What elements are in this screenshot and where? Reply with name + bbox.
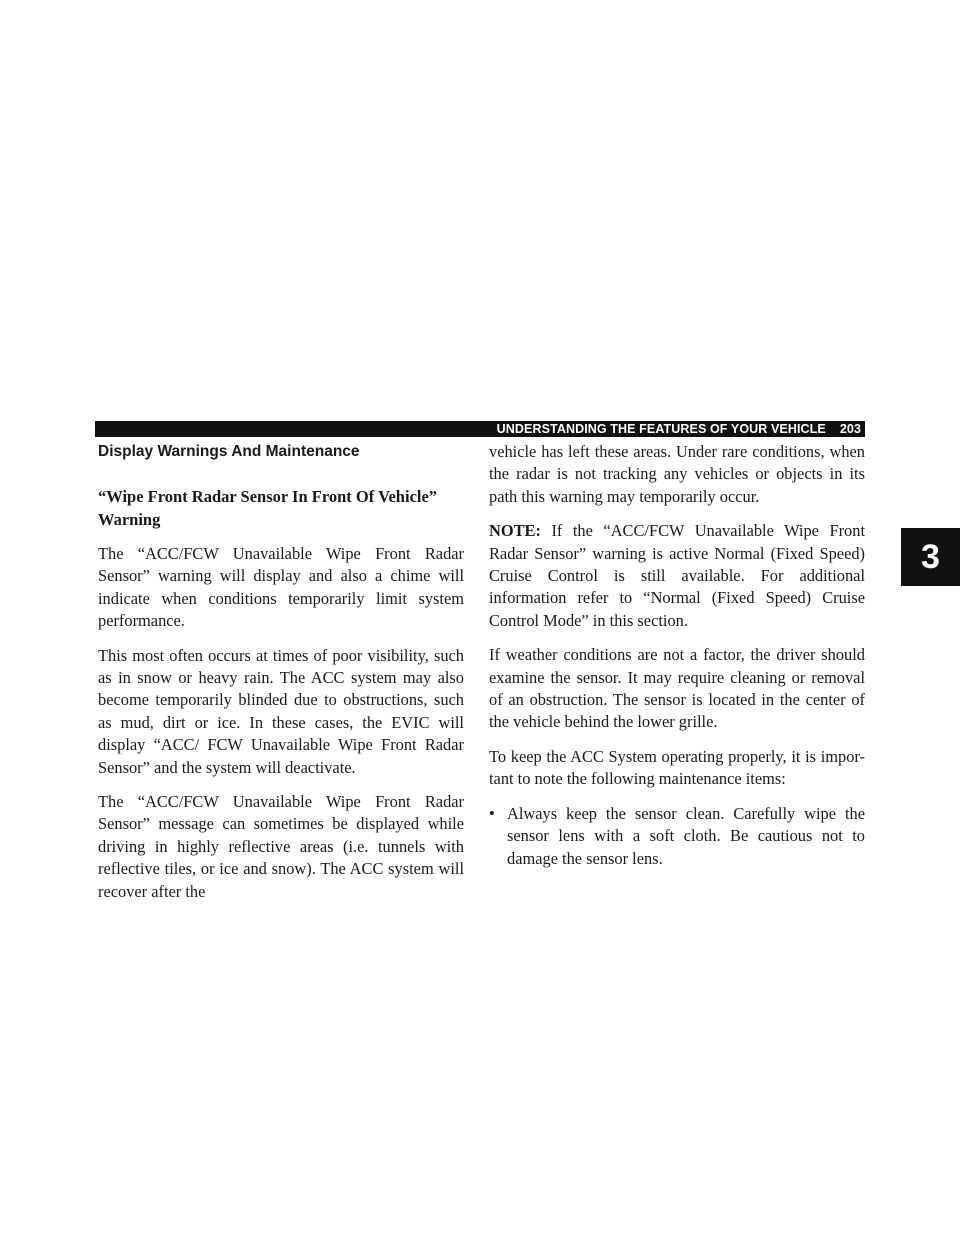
list-item bbox=[489, 803, 865, 870]
bullet-icon: • bbox=[489, 803, 495, 823]
section-heading: Display Warnings And Maintenance bbox=[98, 443, 360, 460]
note-paragraph bbox=[489, 520, 865, 632]
note-text: If the “ACC/FCW Unavailable Wipe Front Radar Sensor” warning is active Normal (Fixed Speed) Cruise Control is still available. For additional information refer to “Normal (Fixed Speed) Cruise Control Mode” in this section. bbox=[489, 521, 865, 630]
warning-subheading: “Wipe Front Radar Sensor In Front Of Vehicle” Warning bbox=[98, 487, 438, 529]
paragraph-poor-visibility: This most often occurs at times of poor visibility, such as in snow or heavy rain. The ACC system may also become temporarily blinded due to obstructions, such as mud, dirt or ice. In these cases, the EVIC will display “ACC/ FCW Unavailable Wipe Front Radar Sensor” and the system will deactivate. bbox=[98, 645, 464, 777]
maintenance-list bbox=[489, 803, 865, 870]
paragraph-warning-display: The “ACC/FCW Unavailable Wipe Front Radar Sensor” warning will display and also a chime will indicate when conditions temporarily limit system performance. bbox=[98, 544, 464, 631]
header-section-title: UNDERSTANDING THE FEATURES OF YOUR VEHICLE bbox=[496, 422, 826, 436]
paragraph-maintenance: To keep the ACC System operating properly, it is impor- tant to note the following maintenance items: bbox=[489, 746, 865, 789]
left-column bbox=[98, 441, 464, 915]
list-item-text: Always keep the sensor clean. Carefully wipe the sensor lens with a soft cloth. Be cautious not to damage the sensor lens. bbox=[507, 803, 865, 868]
paragraph-continuation: vehicle has left these areas. Under rare conditions, when the radar is not tracking any vehicles or objects in its path this warning may temporarily occur. bbox=[489, 442, 865, 506]
page-header bbox=[95, 421, 865, 437]
paragraph-reflective-areas: The “ACC/FCW Unavailable Wipe Front Radar Sensor” message can sometimes be displayed while driving in highly reflective areas (i.e. tunnels with reflective tiles, or ice and snow). The ACC system will recover after the bbox=[98, 792, 464, 901]
chapter-tab: 3 bbox=[901, 528, 960, 586]
page-number: 203 bbox=[839, 422, 861, 436]
header-label bbox=[485, 421, 865, 437]
right-column bbox=[489, 441, 865, 870]
note-label: NOTE: bbox=[489, 521, 541, 541]
paragraph-weather: If weather conditions are not a factor, the driver should examine the sensor. It may require cleaning or removal of an obstruction. The sensor is located in the center of the vehicle behind the lower grille. bbox=[489, 645, 865, 732]
